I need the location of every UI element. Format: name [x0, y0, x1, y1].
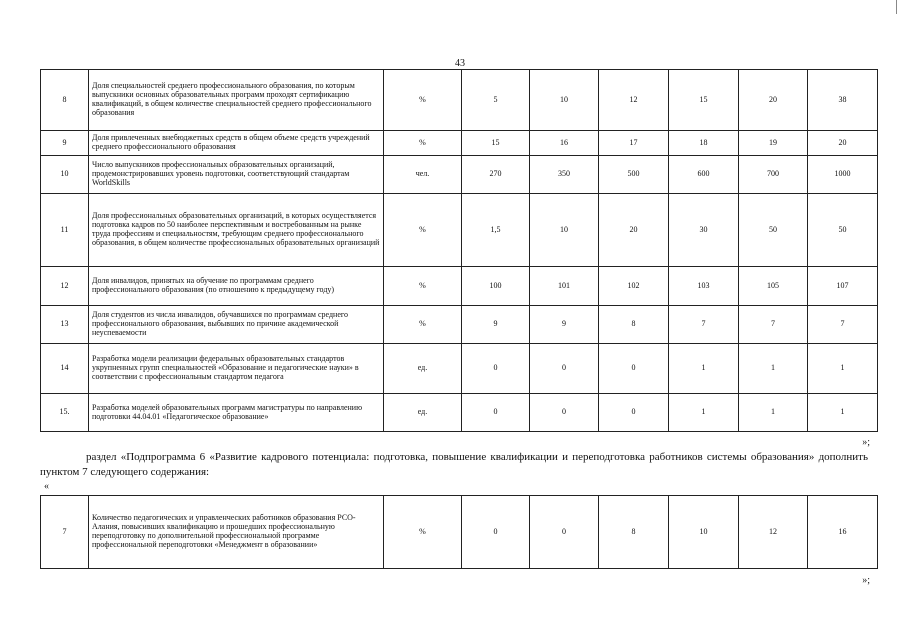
unit-cell: %: [384, 496, 462, 569]
value-cell: 101: [530, 267, 599, 306]
table-row: [41, 70, 878, 131]
value-cell: 1: [669, 344, 739, 394]
table-row: [41, 156, 878, 194]
table-row: [41, 267, 878, 306]
value-cell: 700: [739, 156, 808, 194]
amendment-paragraph: раздел «Подпрограмма 6 «Развитие кадрового потенциала: подготовка, повышение квалификации и переподготовка работников системы образования» дополнить пунктом 7 следующего содержания:: [40, 451, 868, 478]
value-cell: 20: [599, 194, 669, 267]
value-cell: 0: [530, 344, 599, 394]
value-cell: 7: [808, 306, 878, 344]
value-cell: 10: [530, 194, 599, 267]
page-edge-mark: [896, 0, 897, 14]
value-cell: 8: [599, 496, 669, 569]
value-cell: 0: [462, 394, 530, 432]
value-cell: 1: [739, 344, 808, 394]
table-row: [41, 394, 878, 432]
row-number: 15.: [41, 394, 89, 432]
closing-quote-2: »;: [862, 575, 870, 586]
value-cell: 1: [808, 344, 878, 394]
page-number: 43: [455, 58, 465, 69]
value-cell: 17: [599, 131, 669, 156]
indicator-description: Разработка моделей образовательных программ магистратуры по направлению подготовки 44.04.01 «Педагогическое образование»: [89, 394, 384, 432]
value-cell: 7: [739, 306, 808, 344]
value-cell: 7: [669, 306, 739, 344]
unit-cell: чел.: [384, 156, 462, 194]
value-cell: 20: [739, 70, 808, 131]
value-cell: 0: [530, 394, 599, 432]
table-row: [41, 344, 878, 394]
row-number: 8: [41, 70, 89, 131]
value-cell: 107: [808, 267, 878, 306]
closing-quote-1: »;: [862, 437, 870, 448]
value-cell: 9: [530, 306, 599, 344]
value-cell: 8: [599, 306, 669, 344]
row-number: 7: [41, 496, 89, 569]
row-number: 12: [41, 267, 89, 306]
table-row: [41, 194, 878, 267]
value-cell: 0: [462, 344, 530, 394]
indicator-description: Разработка модели реализации федеральных образовательных стандартов укрупненных групп специальностей «Образование и педагогические науки» в соответствии с профессиональным стандартом педагога: [89, 344, 384, 394]
table-row: [41, 496, 878, 569]
value-cell: 1: [808, 394, 878, 432]
value-cell: 30: [669, 194, 739, 267]
unit-cell: %: [384, 306, 462, 344]
value-cell: 5: [462, 70, 530, 131]
indicator-description: Доля привлеченных внебюджетных средств в общем объеме средств учреждений среднего профессионального образования: [89, 131, 384, 156]
value-cell: 0: [599, 394, 669, 432]
row-number: 10: [41, 156, 89, 194]
subprogram-table: [40, 495, 878, 569]
value-cell: 20: [808, 131, 878, 156]
unit-cell: ед.: [384, 394, 462, 432]
value-cell: 19: [739, 131, 808, 156]
value-cell: 12: [599, 70, 669, 131]
value-cell: 0: [599, 344, 669, 394]
value-cell: 1: [669, 394, 739, 432]
indicators-table-body: [41, 70, 878, 432]
value-cell: 1000: [808, 156, 878, 194]
value-cell: 1,5: [462, 194, 530, 267]
unit-cell: %: [384, 267, 462, 306]
unit-cell: %: [384, 70, 462, 131]
unit-cell: ед.: [384, 344, 462, 394]
unit-cell: %: [384, 194, 462, 267]
value-cell: 16: [530, 131, 599, 156]
indicator-description: Доля инвалидов, принятых на обучение по программам среднего профессионального образования (по отношению к предыдущему году): [89, 267, 384, 306]
indicator-description: Доля студентов из числа инвалидов, обучавшихся по программам среднего профессионального образования, выбывших по причине академической неуспеваемости: [89, 306, 384, 344]
value-cell: 38: [808, 70, 878, 131]
indicator-description: Количество педагогических и управленческих работников образования РСО-Алания, повысивших квалификацию и прошедших профессиональную переподготовку по дополнительной профессиональной программе профессиональной переподготовки «Менеджмент в образовании»: [89, 496, 384, 569]
table-row: [41, 131, 878, 156]
value-cell: 15: [669, 70, 739, 131]
subprogram-table-body: [41, 496, 878, 569]
indicator-description: Доля профессиональных образовательных организаций, в которых осуществляется подготовка кадров по 50 наиболее перспективным и востребованным на рынке труда профессиям и специальностям, требующим среднего профессионального образования, в общем количестве профессиональных образовательных организаций: [89, 194, 384, 267]
indicators-table: [40, 69, 878, 432]
value-cell: 103: [669, 267, 739, 306]
value-cell: 50: [739, 194, 808, 267]
indicator-description: Доля специальностей среднего профессионального образования, по которым выпускники основных образовательных программ проходят сертификацию квалификаций, в общем количестве специальностей среднего профессионального образования: [89, 70, 384, 131]
row-number: 14: [41, 344, 89, 394]
row-number: 13: [41, 306, 89, 344]
unit-cell: %: [384, 131, 462, 156]
value-cell: 0: [530, 496, 599, 569]
value-cell: 500: [599, 156, 669, 194]
value-cell: 600: [669, 156, 739, 194]
value-cell: 12: [739, 496, 808, 569]
value-cell: 50: [808, 194, 878, 267]
value-cell: 350: [530, 156, 599, 194]
row-number: 9: [41, 131, 89, 156]
value-cell: 105: [739, 267, 808, 306]
opening-quote: «: [44, 481, 49, 492]
value-cell: 100: [462, 267, 530, 306]
value-cell: 0: [462, 496, 530, 569]
value-cell: 16: [808, 496, 878, 569]
value-cell: 10: [669, 496, 739, 569]
row-number: 11: [41, 194, 89, 267]
value-cell: 18: [669, 131, 739, 156]
value-cell: 15: [462, 131, 530, 156]
value-cell: 9: [462, 306, 530, 344]
table-row: [41, 306, 878, 344]
value-cell: 10: [530, 70, 599, 131]
indicator-description: Число выпускников профессиональных образовательных организаций, продемонстрировавших уровень подготовки, соответствующий стандартам WorldSkills: [89, 156, 384, 194]
value-cell: 1: [739, 394, 808, 432]
value-cell: 102: [599, 267, 669, 306]
value-cell: 270: [462, 156, 530, 194]
